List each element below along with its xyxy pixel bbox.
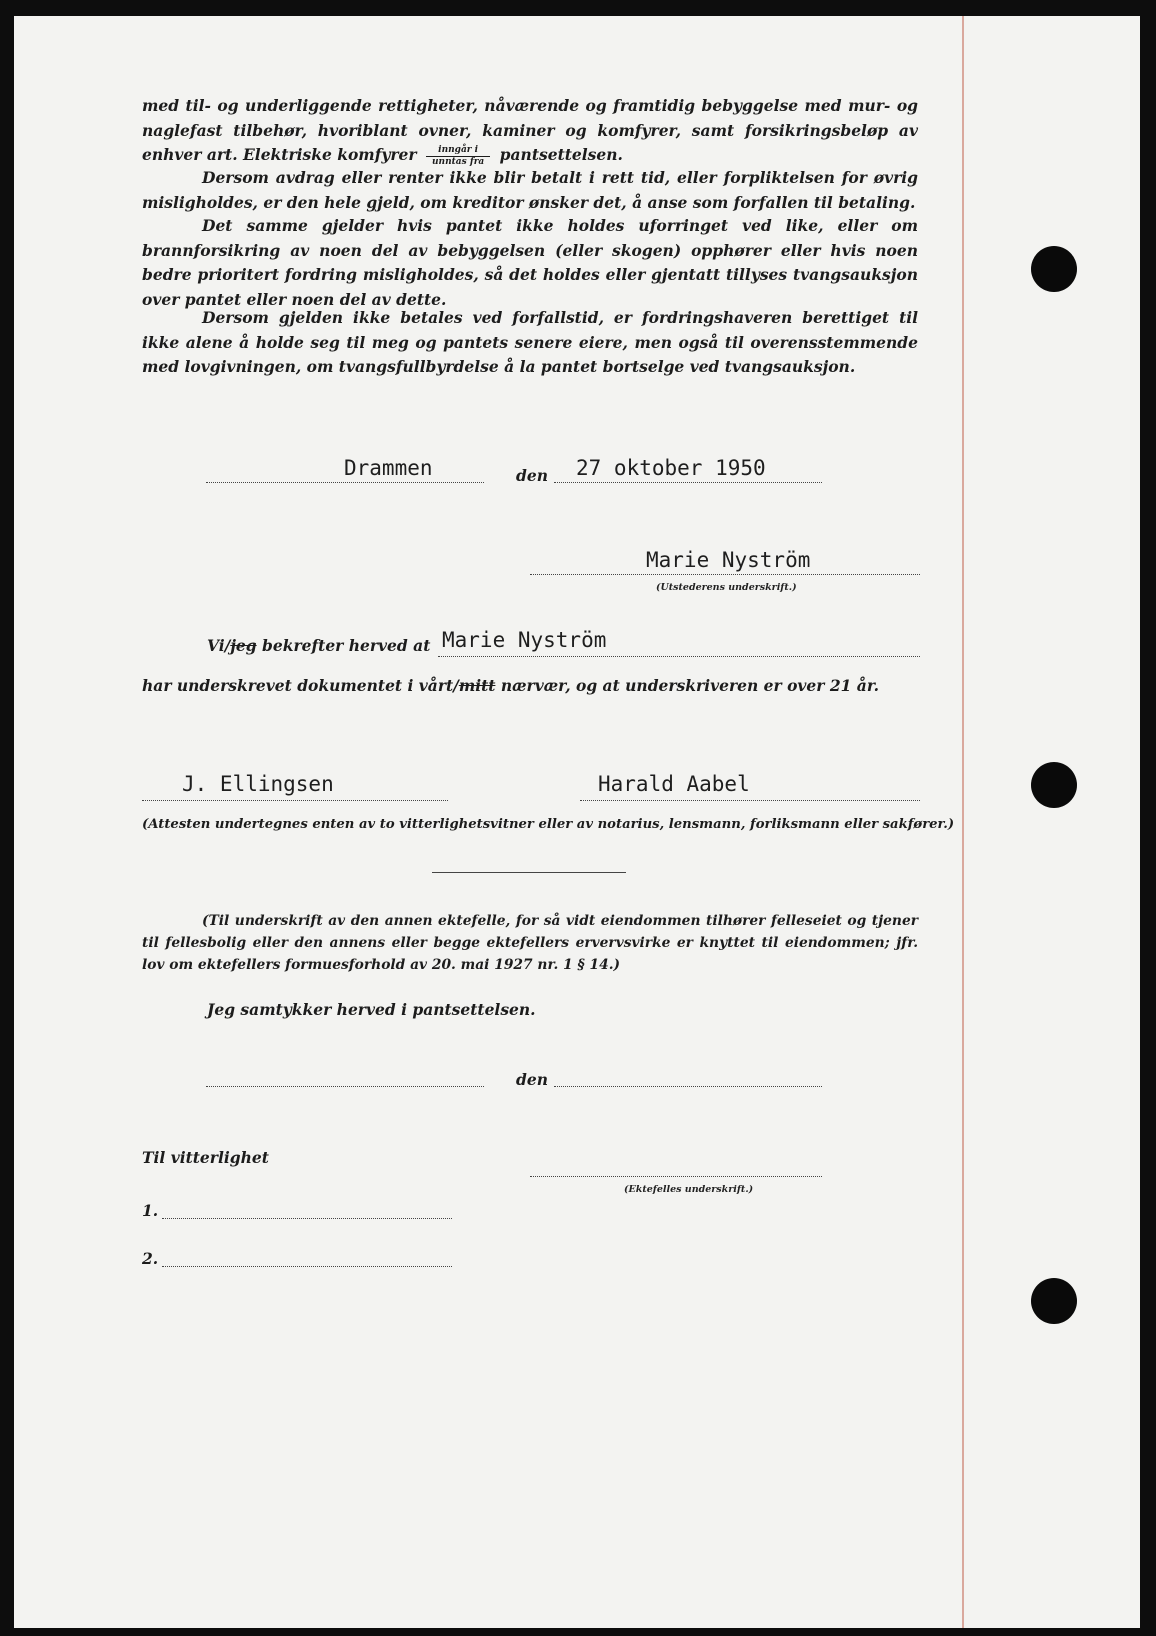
- spouse-place-line: [206, 1086, 484, 1087]
- place-line: [206, 482, 484, 483]
- spouse-den-label: den: [516, 1070, 548, 1089]
- paragraph-insurance: Det samme gjelder hvis pantet ikke holdes uforringet ved like, eller om brannforsikring av noen del av bebyggelsen (eller skogen) opphører eller hvis noen bedre prioritert fordring misligholdes, så det holdes eller gjentatt tillyses tvangsauksjon over pantet eller noen del av dette.: [142, 216, 918, 309]
- margin-rule: [962, 16, 964, 1628]
- witness-1-line: [142, 800, 448, 801]
- witness-note: (Attesten undertegnes enten av to vitterlighetsvitner eller av notarius, lensmann, forliksmann eller sakfører.): [142, 817, 955, 832]
- spouse-signature-line: [530, 1176, 822, 1177]
- confirm-name-line: [438, 656, 920, 657]
- punch-hole: [1031, 762, 1077, 808]
- spouse-witness-1-line: [162, 1218, 452, 1219]
- consent-statement: Jeg samtykker herved i pantsettelsen.: [207, 1000, 536, 1019]
- spouse-date-line: [554, 1086, 822, 1087]
- issuer-signature-line: [530, 574, 920, 575]
- witness-2-signature: Harald Aabel: [598, 772, 750, 796]
- confirm-line-2: har underskrevet dokumentet i vårt/mitt nærvær, og at underskriveren er over 21 år.: [142, 676, 879, 695]
- den-label: den: [516, 466, 548, 485]
- paragraph-default: Dersom avdrag eller renter ikke blir betalt i rett tid, eller forpliktelsen for øvrig misligholdes, er den hele gjeld, om kreditor ønsker det, å anse som forfallen til betaling.: [142, 168, 918, 212]
- document-page: [14, 16, 1140, 1628]
- til-vitterlighet-label: Til vitterlighet: [142, 1148, 269, 1167]
- paragraph-foreclosure: Dersom gjelden ikke betales ved forfallstid, er fordringshaveren berettiget til ikke alene å holde seg til meg og pantets senere eiere, men også til overensstemmende med lovgivningen, om tvangsfullbyrdelse å la pantet bortselge ved tvangsauksjon.: [142, 308, 918, 376]
- punch-hole: [1031, 246, 1077, 292]
- place-value: Drammen: [344, 456, 433, 480]
- date-line: [554, 482, 822, 483]
- paragraph-property: med til- og underliggende rettigheter, nåværende og framtidig bebyggelse med mur- og naglefast tilbehør, hvoriblant ovner, kaminer og komfyrer, samt forsikringsbeløp av enhver art. Elektriske komfyrer $\frac{\text{inngår i}}{\text{unntas fra}}$ pantsettelsen.: [142, 96, 918, 167]
- witness-number-2: 2.: [142, 1249, 159, 1268]
- witness-number-1: 1.: [142, 1201, 159, 1220]
- issuer-caption: (Utstederens underskrift.): [656, 582, 797, 593]
- confirm-name: Marie Nyström: [442, 628, 607, 652]
- spouse-witness-2-line: [162, 1266, 452, 1267]
- separator-rule: [432, 872, 626, 873]
- confirm-line-1: Vi/jeg bekrefter herved at: [207, 636, 431, 655]
- date-value: 27 oktober 1950: [576, 456, 766, 480]
- spouse-note: (Til underskrift av den annen ektefelle, for så vidt eiendommen tilhører felleseiet og tjener til fellesbolig eller den annens eller begge ektefellers ervervsvirke er knyttet til eiendommen; jfr. lov om ektefellers formuesforhold av 20. mai 1927 nr. 1 § 14.): [142, 913, 918, 973]
- issuer-signature: Marie Nyström: [646, 548, 811, 572]
- witness-2-line: [580, 800, 920, 801]
- punch-hole: [1031, 1278, 1077, 1324]
- witness-1-signature: J. Ellingsen: [182, 772, 334, 796]
- fraction-inngar-unntas: $\frac{\text{inngår i}}{\text{unntas fra}}$: [426, 145, 490, 168]
- spouse-caption: (Ektefelles underskrift.): [624, 1184, 754, 1195]
